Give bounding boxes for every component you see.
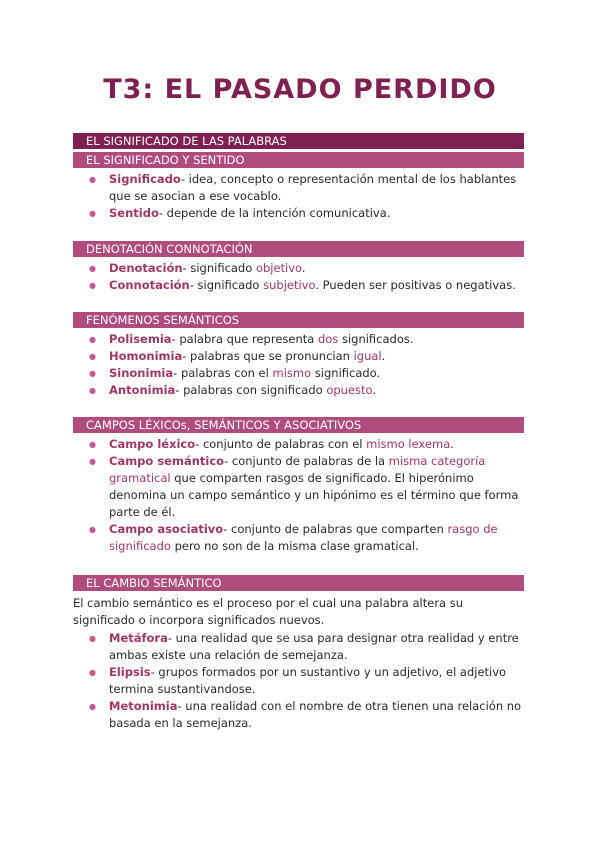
list-campos [89,436,529,555]
list-item: ● Sentido- depende de la intención comunicativa. [89,205,529,222]
list-item: ● Connotación- significado subjetivo. Pueden ser positivas o negativas. [89,277,529,294]
list-fenomenos [89,331,529,399]
section-heading-campos: CAMPOS LÉXICOs, SEMÁNTICOS Y ASOCIATIVOS [73,417,524,433]
page-title: T3: EL PASADO PERDIDO [103,74,497,105]
list-item: ● Polisemia- palabra que representa dos significados. [89,331,529,348]
section-heading-significado: EL SIGNIFICADO Y SENTIDO [73,152,524,168]
list-item: ● Campo asociativo- conjunto de palabras que comparten rasgo de significado pero no son de la misma clase gramatical. [89,521,529,555]
list-cambio [89,630,529,732]
list-item: ● Homonimia- palabras que se pronuncian igual. [89,348,529,365]
list-item: ● Campo léxico- conjunto de palabras con el mismo lexema. [89,436,529,453]
list-item: ● Significado- idea, concepto o representación mental de los hablantes que se asocian a ese vocablo. [89,171,529,205]
list-item: ● Campo semántico- conjunto de palabras de la misma categoría gramatical que comparten rasgos de significado. El hiperónimo denomina un campo semántico y un hipónimo es el término que forma parte de él. [89,453,529,521]
list-significado [89,171,529,222]
list-item: ● Denotación- significado objetivo. [89,260,529,277]
section-heading-cambio: EL CAMBIO SEMÁNTICO [73,575,524,591]
cambio-intro: El cambio semántico es el proceso por el cual una palabra altera su significado o incorpora significados nuevos. [73,596,464,627]
section-heading-fenomenos: FENÓMENOS SEMÁNTICOS [73,312,524,328]
main-section-heading: EL SIGNIFICADO DE LAS PALABRAS [73,133,524,149]
list-item: ● Metáfora- una realidad que se usa para designar otra realidad y entre ambas existe una relación de semejanza. [89,630,529,664]
list-denotacion [89,260,529,294]
list-item: ● Sinonimia- palabras con el mismo significado. [89,365,529,382]
list-item: ● Antonimia- palabras con significado opuesto. [89,382,529,399]
list-item: ● Metonimia- una realidad con el nombre de otra tienen una relación no basada en la semejanza. [89,698,529,732]
section-heading-denotacion: DENOTACIÓN CONNOTACIÓN [73,241,524,257]
list-item: ● Elipsis- grupos formados por un sustantivo y un adjetivo, el adjetivo termina sustantivandose. [89,664,529,698]
